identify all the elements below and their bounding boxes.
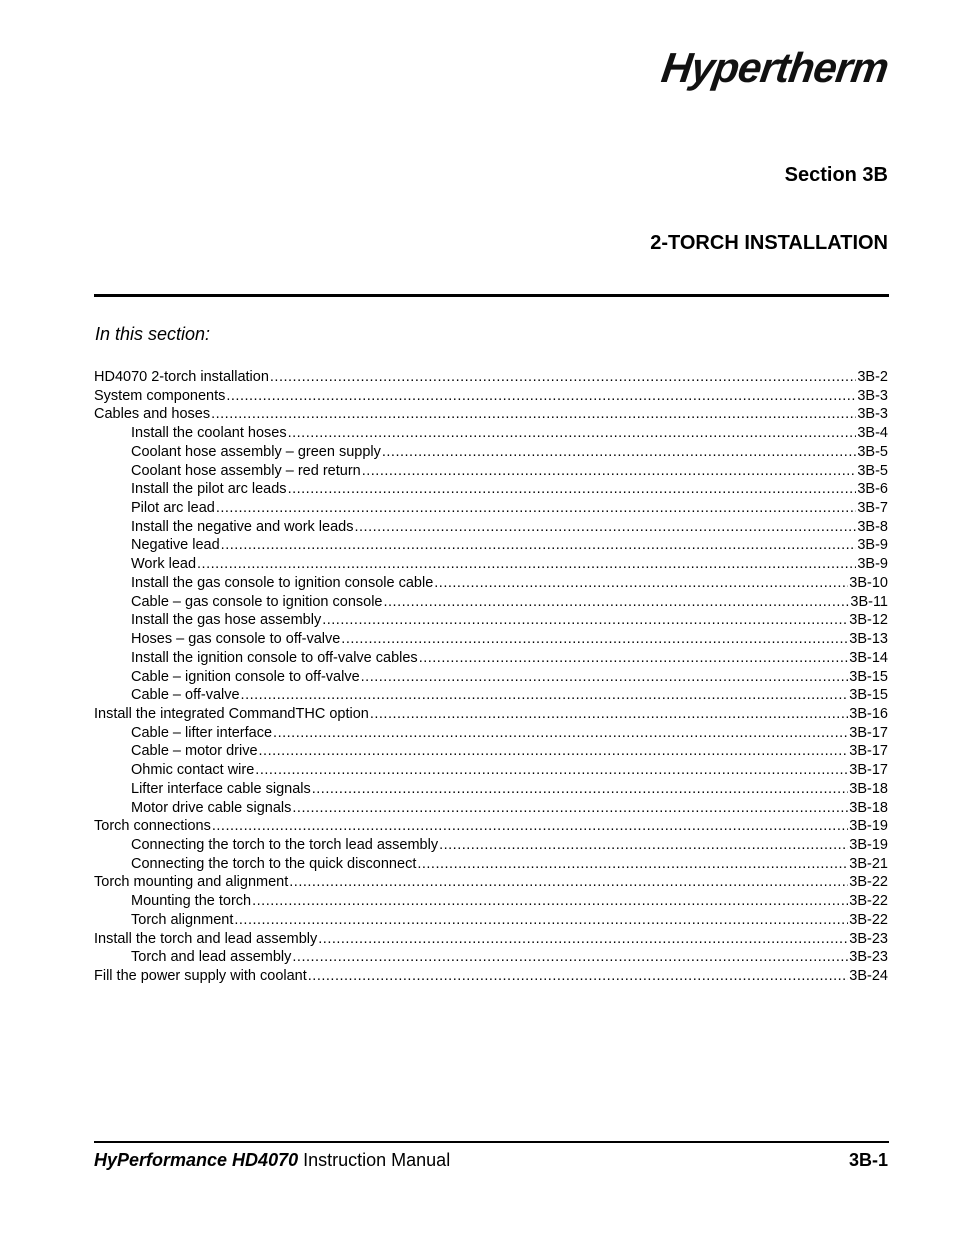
toc-entry-page: 3B-5	[857, 443, 888, 460]
footer-page-number: 3B-1	[848, 1150, 888, 1170]
toc-entry-page: 3B-7	[857, 500, 888, 517]
toc-entry[interactable]	[94, 593, 888, 612]
toc-entry-page: 3B-19	[849, 836, 888, 853]
toc-entry-page: 3B-4	[857, 425, 888, 442]
toc-entry[interactable]	[94, 686, 888, 705]
toc-entry-title: Fill the power supply with coolant	[94, 968, 307, 984]
toc-entry-page: 3B-15	[849, 687, 888, 704]
toc-entry-title: Cable – motor drive	[131, 743, 258, 760]
toc-entry-title: Torch connections	[94, 818, 211, 835]
toc-dot-leader	[419, 649, 849, 668]
toc-dot-leader	[382, 443, 856, 462]
toc-dot-leader	[241, 686, 849, 705]
toc-entry-title: Install the coolant hoses	[131, 425, 287, 442]
toc-entry-page: 3B-17	[849, 743, 888, 760]
toc-entry-title: Connecting the torch to the quick disconnect	[131, 855, 417, 872]
toc-entry-page: 3B-3	[857, 406, 888, 423]
toc-entry[interactable]	[94, 574, 888, 593]
toc-entry[interactable]	[94, 424, 888, 443]
toc-dot-leader	[362, 462, 857, 481]
toc-entry[interactable]	[94, 611, 888, 630]
toc-dot-leader	[292, 948, 848, 967]
toc-entry-page: 3B-22	[849, 893, 888, 910]
toc-entry-page: 3B-17	[849, 762, 888, 779]
toc-entry-title: HD4070 2-torch installation	[94, 369, 269, 385]
in-this-section-heading: In this section:	[95, 324, 211, 344]
toc-entry-title: Install the pilot arc leads	[131, 481, 287, 498]
toc-dot-leader	[341, 630, 848, 649]
toc-entry-page: 3B-12	[849, 612, 888, 629]
toc-entry-page: 3B-3	[857, 387, 888, 404]
toc-entry-title: Install the integrated CommandTHC option	[94, 705, 369, 722]
footer-divider	[94, 1141, 889, 1143]
toc-entry[interactable]	[94, 518, 888, 537]
toc-entry-page: 3B-8	[857, 518, 888, 535]
toc-entry-page: 3B-23	[849, 949, 888, 966]
toc-entry-title: Cable – gas console to ignition console	[131, 593, 383, 610]
toc-entry-page: 3B-9	[857, 556, 888, 573]
toc-entry-title: Mounting the torch	[131, 893, 252, 910]
toc-entry[interactable]	[94, 911, 888, 930]
toc-entry-title: Cable – lifter interface	[131, 724, 273, 741]
toc-entry-page: 3B-16	[849, 705, 888, 722]
toc-entry-title: Cable – ignition console to off-valve	[131, 668, 360, 685]
toc-dot-leader	[255, 761, 848, 780]
toc-dot-leader	[259, 742, 849, 761]
toc-entry[interactable]	[94, 799, 888, 818]
toc-dot-leader	[292, 799, 848, 818]
section-label: Section 3B	[784, 164, 888, 186]
toc-entry[interactable]	[94, 555, 888, 574]
toc-entry[interactable]	[94, 462, 888, 481]
toc-dot-leader	[212, 817, 848, 836]
toc-entry-title: Work lead	[131, 556, 197, 573]
toc-entry-page: 3B-11	[850, 593, 888, 610]
toc-entry[interactable]	[94, 855, 888, 874]
toc-entry-title: Hoses – gas console to off-valve	[131, 631, 341, 648]
toc-entry[interactable]	[94, 836, 888, 855]
toc-entry-page: 3B-18	[849, 780, 888, 797]
toc-entry-title: Negative lead	[131, 537, 220, 554]
toc-entry[interactable]	[94, 368, 888, 387]
toc-entry-page: 3B-10	[849, 574, 888, 591]
toc-dot-leader	[308, 967, 849, 986]
toc-dot-leader	[354, 518, 856, 537]
toc-entry-title: Coolant hose assembly – green supply	[131, 443, 381, 460]
toc-entry[interactable]	[94, 817, 888, 836]
toc-dot-leader	[221, 536, 857, 555]
toc-entry-title: Ohmic contact wire	[131, 762, 255, 779]
toc-entry[interactable]	[94, 405, 888, 424]
footer-manual-label: Instruction Manual	[298, 1150, 451, 1170]
header-divider	[94, 294, 889, 297]
footer-brand: HyPerformance HD4070	[94, 1150, 299, 1170]
toc-dot-leader	[197, 555, 856, 574]
toc-dot-leader	[439, 836, 848, 855]
toc-entry-title: Pilot arc lead	[131, 500, 215, 517]
toc-entry[interactable]	[94, 761, 888, 780]
toc-entry-title: Torch mounting and alignment	[94, 874, 289, 891]
toc-entry[interactable]	[94, 742, 888, 761]
toc-entry-title: Cable – off-valve	[131, 687, 240, 704]
toc-dot-leader	[417, 855, 848, 874]
toc-entry[interactable]	[94, 480, 888, 499]
toc-entry[interactable]	[94, 930, 888, 949]
toc-entry-title: Torch and lead assembly	[131, 949, 292, 966]
toc-dot-leader	[216, 499, 857, 518]
toc-entry-title: Torch alignment	[131, 911, 234, 928]
toc-dot-leader	[322, 611, 848, 630]
toc-entry-page: 3B-9	[857, 537, 888, 554]
toc-dot-leader	[270, 368, 856, 387]
toc-entry-title: Motor drive cable signals	[131, 799, 292, 816]
toc-entry[interactable]	[94, 967, 888, 986]
toc-entry-title: Connecting the torch to the torch lead assembly	[131, 836, 439, 853]
toc-dot-leader	[288, 480, 857, 499]
table-of-contents	[94, 368, 888, 986]
toc-entry-page: 3B-23	[849, 930, 888, 947]
toc-dot-leader	[226, 387, 856, 406]
toc-dot-leader	[234, 911, 848, 930]
toc-entry[interactable]	[94, 536, 888, 555]
toc-entry-page: 3B-14	[849, 649, 888, 666]
toc-dot-leader	[288, 424, 857, 443]
toc-entry-title: Install the gas hose assembly	[131, 612, 322, 629]
toc-entry-page: 3B-21	[849, 855, 888, 872]
toc-dot-leader	[273, 724, 848, 743]
toc-entry-page: 3B-2	[857, 369, 888, 385]
toc-dot-leader	[434, 574, 848, 593]
toc-entry[interactable]	[94, 892, 888, 911]
toc-entry-title: Lifter interface cable signals	[131, 780, 311, 797]
toc-entry-page: 3B-22	[849, 874, 888, 891]
hypertherm-logo: Hypertherm	[659, 44, 892, 91]
toc-entry-page: 3B-6	[857, 481, 888, 498]
toc-entry[interactable]	[94, 780, 888, 799]
toc-entry[interactable]	[94, 630, 888, 649]
toc-entry-title: Install the negative and work leads	[131, 518, 354, 535]
toc-entry-title: Install the gas console to ignition console cable	[131, 574, 434, 591]
toc-entry[interactable]	[94, 649, 888, 668]
toc-dot-leader	[370, 705, 848, 724]
toc-dot-leader	[361, 668, 849, 687]
toc-entry-page: 3B-15	[849, 668, 888, 685]
toc-entry-page: 3B-5	[857, 462, 888, 479]
toc-entry[interactable]	[94, 668, 888, 687]
toc-entry[interactable]	[94, 443, 888, 462]
toc-entry[interactable]	[94, 873, 888, 892]
toc-entry[interactable]	[94, 724, 888, 743]
toc-entry-page: 3B-22	[849, 911, 888, 928]
toc-entry-title: Coolant hose assembly – red return	[131, 462, 361, 479]
toc-entry-page: 3B-13	[849, 631, 888, 648]
toc-dot-leader	[252, 892, 848, 911]
toc-entry-title: Cables and hoses	[94, 406, 211, 423]
toc-entry-title: Install the ignition console to off-valve cables	[131, 649, 418, 666]
toc-entry-page: 3B-18	[849, 799, 888, 816]
toc-entry-page: 3B-24	[849, 968, 888, 984]
toc-entry[interactable]	[94, 387, 888, 406]
toc-dot-leader	[312, 780, 849, 799]
toc-entry-title: Install the torch and lead assembly	[94, 930, 318, 947]
toc-dot-leader	[289, 873, 848, 892]
toc-entry-page: 3B-19	[849, 818, 888, 835]
toc-dot-leader	[318, 930, 848, 949]
toc-dot-leader	[384, 593, 850, 612]
toc-entry-page: 3B-17	[849, 724, 888, 741]
toc-entry[interactable]	[94, 705, 888, 724]
toc-entry[interactable]	[94, 948, 888, 967]
toc-dot-leader	[211, 405, 856, 424]
section-title: 2-TORCH INSTALLATION	[650, 232, 888, 254]
toc-entry[interactable]	[94, 499, 888, 518]
footer-manual-title	[94, 1150, 450, 1171]
toc-entry-title: System components	[94, 387, 226, 404]
